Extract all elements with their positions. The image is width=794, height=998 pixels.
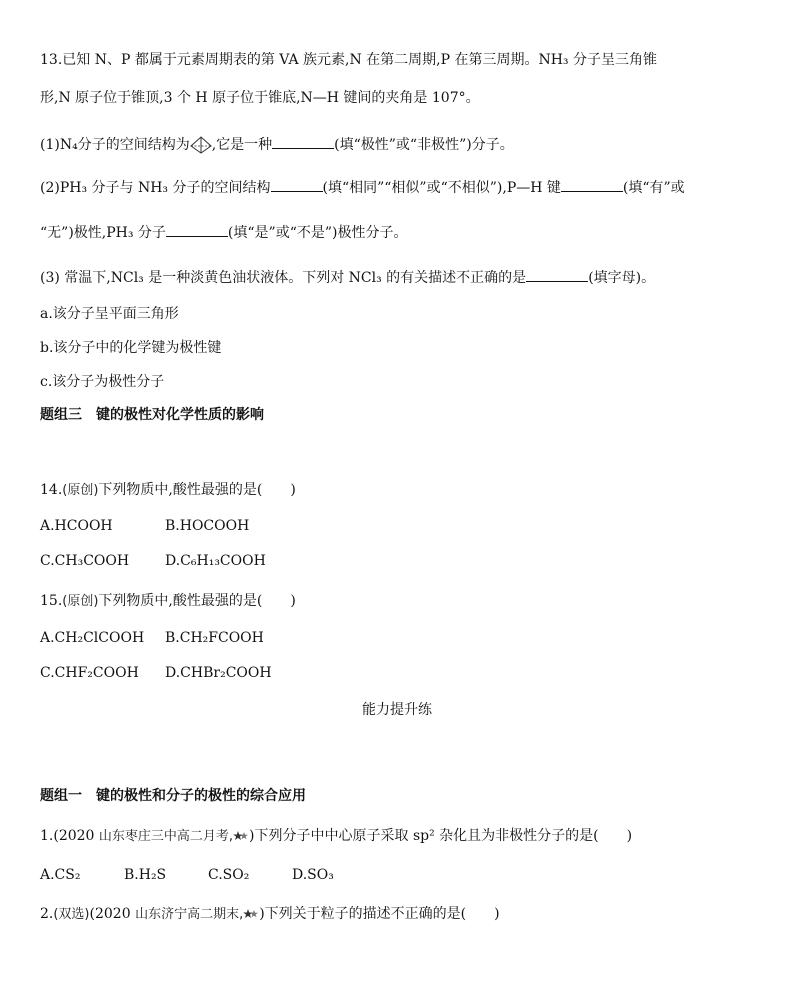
qn1-number: 1. (40, 828, 54, 844)
q13-part2 (40, 177, 685, 198)
q13-option-a: a.该分子呈平面三角形 (40, 306, 179, 322)
q14-option-b[interactable]: B.HOCOOH (165, 518, 250, 534)
q13-part3-text-a: (3) 常温下,NCl₃ 是一种淡黄色油状液体。下列对 NCl₃ 的有关描述不正确的是 (40, 270, 527, 286)
q15-option-d[interactable]: D.CHBr₂COOH (165, 665, 272, 681)
answer-blank[interactable] (272, 134, 334, 149)
double-choice-tag: (双选) (53, 907, 90, 922)
qn2-source-tag: 山东济宁高二期末, (135, 907, 244, 922)
original-tag: (原创) (62, 483, 99, 498)
q13-option-c: c.该分子为极性分子 (40, 374, 165, 390)
answer-blank[interactable] (561, 177, 623, 192)
difficulty-stars-icon (243, 908, 259, 920)
qn1-option-a[interactable]: A.CS₂ (40, 867, 81, 883)
q14-option-a[interactable]: A.HCOOH (40, 518, 113, 534)
q13-part1-text-c: (填“极性”或“非极性”)分子。 (334, 137, 514, 153)
q15-number: 15. (40, 593, 63, 609)
group1-title: 题组一 键的极性和分子的极性的综合应用 (40, 788, 306, 804)
qn1-option-d[interactable]: D.SO₃ (292, 867, 334, 883)
qn2-source-year: (2020 (89, 906, 136, 922)
qn2-stem (40, 904, 500, 925)
q14-option-d[interactable]: D.C₆H₁₃COOH (165, 553, 266, 569)
q13-line2: 形,N 原子位于锥顶,3 个 H 原子位于锥底,N—H 键间的夹角是 107°。 (40, 90, 480, 106)
q14-number: 14. (40, 482, 63, 498)
q13-line1: 13.已知 N、P 都属于元素周期表的第 VA 族元素,N 在第二周期,P 在第三周期。NH₃ 分子呈三角锥 (40, 52, 657, 68)
q15-stem (40, 591, 296, 612)
qn2-number: 2. (40, 906, 54, 922)
q14-stem-text: 下列物质中,酸性最强的是( ) (98, 482, 296, 498)
section-title: 能力提升练 (362, 702, 432, 718)
q13-part2-text-a: (2)PH₃ 分子与 NH₃ 分子的空间结构 (40, 180, 271, 196)
tetrahedron-icon (190, 136, 212, 154)
q13-part2-text-d: “无”)极性,PH₃ 分子 (40, 225, 166, 241)
q15-option-b[interactable]: B.CH₂FCOOH (165, 630, 264, 646)
qn1-source-year: (2020 (53, 828, 99, 844)
q15-option-c[interactable]: C.CHF₂COOH (40, 665, 139, 681)
q14-stem (40, 480, 296, 501)
q13-part2-cont (40, 222, 407, 243)
q15-option-a[interactable]: A.CH₂ClCOOH (40, 630, 145, 646)
q13-part2-text-c: (填“有”或 (622, 180, 685, 196)
answer-blank[interactable] (526, 267, 588, 282)
qn2-stem-text: )下列关于粒子的描述不正确的是( ) (259, 906, 500, 922)
q13-option-b: b.该分子中的化学键为极性键 (40, 340, 222, 356)
qn1-option-b[interactable]: B.H₂S (124, 867, 167, 883)
q13-part2-text-e: (填“是”或“不是”)极性分子。 (227, 225, 408, 241)
q13-part3-text-b: (填字母)。 (588, 270, 656, 286)
q15-stem-text: 下列物质中,酸性最强的是( ) (98, 593, 296, 609)
q13-part1-text-a: (1)N₄分子的空间结构为 (40, 137, 190, 153)
qn1-source-tag: 山东枣庄三中高二月考, (98, 829, 234, 844)
difficulty-stars-icon (233, 830, 249, 842)
qn1-stem (40, 826, 632, 847)
q13-part3 (40, 267, 655, 288)
group3-title: 题组三 键的极性对化学性质的影响 (40, 407, 264, 423)
original-tag: (原创) (62, 594, 99, 609)
q13-part2-text-b: (填“相同”“相似”或“不相似”),P—H 键 (322, 180, 561, 196)
q14-option-c[interactable]: C.CH₃COOH (40, 553, 130, 569)
qn1-stem-text: )下列分子中中心原子采取 sp² 杂化且为非极性分子的是( ) (249, 828, 633, 844)
q13-part1-text-b: ,它是一种 (211, 137, 273, 153)
answer-blank[interactable] (271, 177, 323, 192)
qn1-option-c[interactable]: C.SO₂ (208, 867, 250, 883)
answer-blank[interactable] (166, 222, 228, 237)
q13-part1 (40, 134, 514, 155)
